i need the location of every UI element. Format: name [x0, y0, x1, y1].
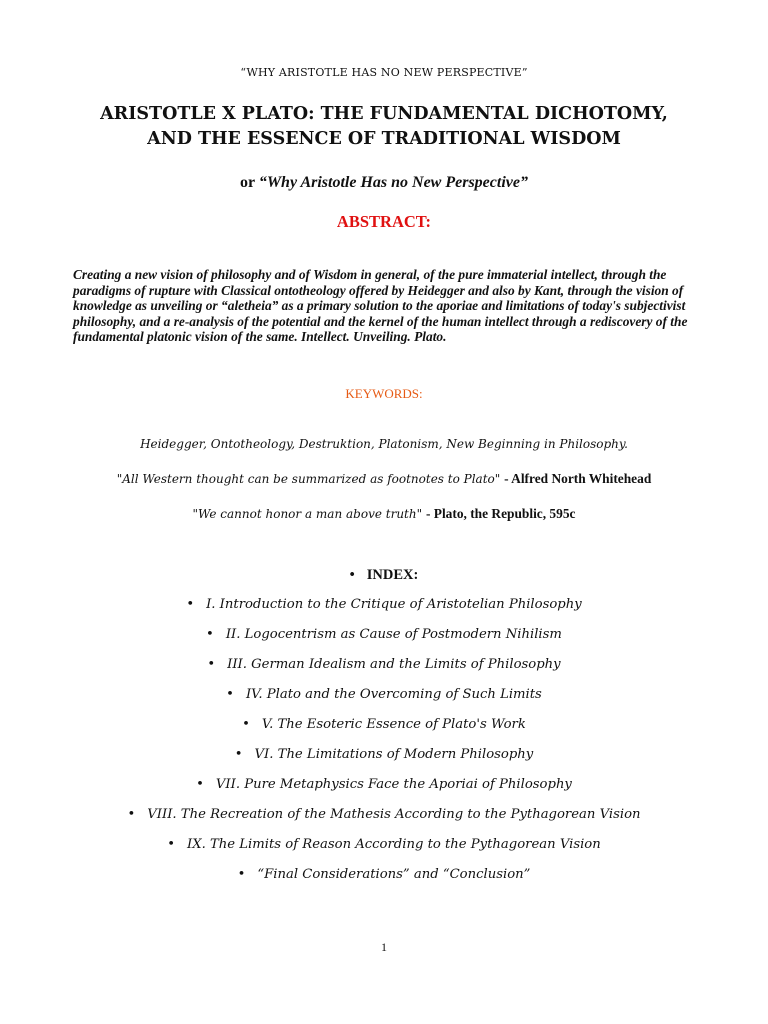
quote-2-text: "We cannot honor a man above truth" [192, 507, 423, 521]
quote-2-author: - Plato, the Republic, 595c [425, 506, 576, 521]
index-item-label: II. Logocentrism as Cause of Postmodern Nihilism [225, 627, 562, 642]
quote-1-author: - Alfred North Whitehead [504, 471, 652, 486]
index-heading [0, 565, 768, 595]
bullet-icon: • [206, 627, 214, 642]
index-item [0, 625, 768, 655]
document-title [40, 102, 728, 152]
abstract-heading: ABSTRACT: [336, 212, 432, 231]
bullet-icon: • [196, 777, 204, 792]
index-item-label: “Final Considerations” and “Conclusion” [257, 867, 531, 882]
index-item [0, 715, 768, 745]
index-item [0, 775, 768, 805]
index-heading-label: INDEX: [366, 567, 419, 583]
index-item-label: IX. The Limits of Reason According to the Pythagorean Vision [187, 837, 601, 852]
index-item-label: VII. Pure Metaphysics Face the Aporiai of Philosophy [215, 777, 572, 792]
epigraph-quote-2 [0, 506, 768, 522]
keywords-heading: KEYWORDS: [345, 386, 423, 401]
quote-1-text: "All Western thought can be summarized as footnotes to Plato" [116, 472, 501, 486]
index-item-label: IV. Plato and the Overcoming of Such Limits [245, 687, 542, 702]
bullet-icon: • [349, 567, 355, 583]
title-line-1: ARISTOTLE X PLATO: THE FUNDAMENTAL DICHOTOMY, [100, 104, 668, 124]
bullet-icon: • [237, 867, 246, 882]
index-item [0, 835, 768, 865]
running-head: “WHY ARISTOTLE HAS NO NEW PERSPECTIVE” [240, 66, 528, 79]
index-item-label: III. German Idealism and the Limits of Philosophy [227, 657, 561, 672]
index-item [0, 685, 768, 715]
abstract-text: Creating a new vision of philosophy and of Wisdom in general, of the pure immaterial intellect, through the paradigms of rupture with Classical ontotheology offered by Heidegger and also by Kant, through the vision of knowledge as unveiling or “aletheia” as a primary solution to the aporiae and limitations of today's subjectivist philosophy, and a re-analysis of the potential and the kernel of the human intellect through a rediscovery of the fundamental platonic vision of the same. Intellect. Unveiling. Plato. [73, 267, 688, 344]
index-item [0, 655, 768, 685]
title-line-2: AND THE ESSENCE OF TRADITIONAL WISDOM [147, 129, 621, 149]
subtitle-prefix: or [240, 174, 255, 191]
subtitle-italic: “Why Aristotle Has no New Perspective” [258, 174, 528, 191]
bullet-icon: • [207, 657, 216, 672]
index-item-label: V. The Esoteric Essence of Plato's Work [261, 717, 526, 732]
bullet-icon: • [242, 717, 250, 732]
bullet-icon: • [167, 837, 176, 852]
keywords-text: Heidegger, Ontotheology, Destruktion, Platonism, New Beginning in Philosophy. [140, 437, 628, 451]
index-item [0, 595, 768, 625]
page-number: 1 [381, 940, 387, 954]
index-item [0, 805, 768, 835]
subtitle [0, 174, 768, 192]
index-item-label: VIII. The Recreation of the Mathesis According to the Pythagorean Vision [147, 807, 641, 822]
bullet-icon: • [226, 687, 234, 702]
bullet-icon: • [127, 807, 136, 822]
index-list [0, 565, 768, 895]
index-item-label: I. Introduction to the Critique of Aristotelian Philosophy [206, 597, 582, 612]
index-item-label: VI. The Limitations of Modern Philosophy [254, 747, 534, 762]
index-item [0, 865, 768, 895]
bullet-icon: • [186, 597, 195, 612]
bullet-icon: • [234, 747, 243, 762]
epigraph-quote-1 [0, 471, 768, 487]
index-item [0, 745, 768, 775]
